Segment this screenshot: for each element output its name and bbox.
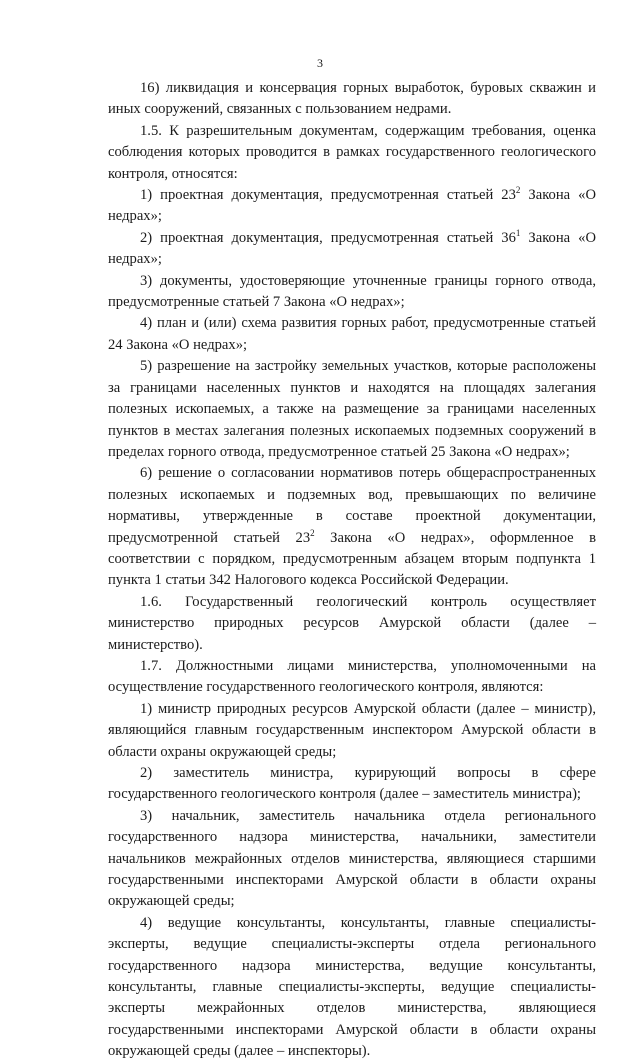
paragraph-item-1 — [108, 185, 596, 228]
superscript: 2 — [515, 185, 521, 196]
paragraph-clause-1-7: 1.7. Должностными лицами министерства, уполномоченными на осуществление государственного геологического контроля, являются: — [108, 657, 596, 696]
paragraph-officials-3: 3) начальник, заместитель начальника отдела регионального государственного надзора министерства, начальники, заместители начальников межрайонных отделов министерства, являющиеся старшими государственными инспекторами Амурской области в области охраны окружающей среды; — [108, 807, 596, 910]
page-number: 3 — [317, 56, 323, 70]
paragraph-clause-1-5: 1.5. К разрешительным документам, содержащим требования, оценка соблюдения которых проводится в рамках государственного геологического контроля, относятся: — [108, 122, 596, 182]
paragraph-officials-1: 1) министр природных ресурсов Амурской области (далее – министр), являющийся главным государственным инспектором Амурской области в области охраны окружающей среды; — [108, 700, 596, 760]
superscript: 1 — [515, 227, 521, 238]
paragraph-item-3: 3) документы, удостоверяющие уточненные границы горного отвода, предусмотренные статьей 7 Закона «О недрах»; — [108, 272, 596, 311]
paragraph-text: Закона «О недрах»; — [108, 229, 596, 268]
paragraph-item-4: 4) план и (или) схема развития горных работ, предусмотренные статьей 24 Закона «О недрах»; — [108, 315, 596, 353]
paragraph-item-2 — [108, 228, 596, 271]
paragraph-text: 6) решение о согласовании нормативов потерь общераспространенных полезных ископаемых и подземных вод, превышающих по величине нормативы, утвержденные в составе проектной документации, предусмотренной статьей 23 — [108, 465, 596, 546]
paragraph-text: Закона «О недрах», оформленное в соответствии с порядком, предусмотренным абзацем вторым подпункта 1 пункта 1 статьи 342 Налогового кодекса Российской Федерации. — [108, 529, 596, 589]
paragraph-item-5: 5) разрешение на застройку земельных участков, которые расположены за границами населенных пунктов и находятся на площадях залегания полезных ископаемых, а также на размещение за границами населенных пунктов в местах залегания полезных ископаемых подземных сооружений в пределах горного отвода, предусмотренное статьей 25 Закона «О недрах»; — [108, 358, 596, 460]
paragraph-item-6 — [108, 463, 596, 591]
paragraph-text: 2) проектная документация, предусмотренная статьей 36 — [140, 229, 516, 246]
superscript: 2 — [310, 527, 315, 538]
paragraph-officials-2: 2) заместитель министра, курирующий вопросы в сфере государственного геологического контроля (далее – заместитель министра); — [108, 765, 596, 803]
paragraph-clause-1-6: 1.6. Государственный геологический контроль осуществляет министерство природных ресурсов Амурской области (далее – министерство). — [108, 593, 596, 653]
paragraph-officials-4: 4) ведущие консультанты, консультанты, главные специалисты-эксперты, ведущие специалисты-эксперты отдела регионального государственного надзора министерства, ведущие консультанты, консультанты, главные специалисты-эксперты, ведущие специалисты-эксперты межрайонных отделов министерства, являющиеся государственными инспекторами Амурской области в области охраны окружающей среды (далее – инспекторы). — [108, 914, 596, 1060]
paragraph-text: Закона «О недрах»; — [108, 187, 596, 225]
document-body — [108, 78, 596, 1063]
paragraph-item-16: 16) ликвидация и консервация горных выработок, буровых скважин и иных сооружений, связанных с пользованием недрами. — [108, 80, 596, 118]
paragraph-text: 1) проектная документация, предусмотренная статьей 23 — [140, 187, 516, 204]
